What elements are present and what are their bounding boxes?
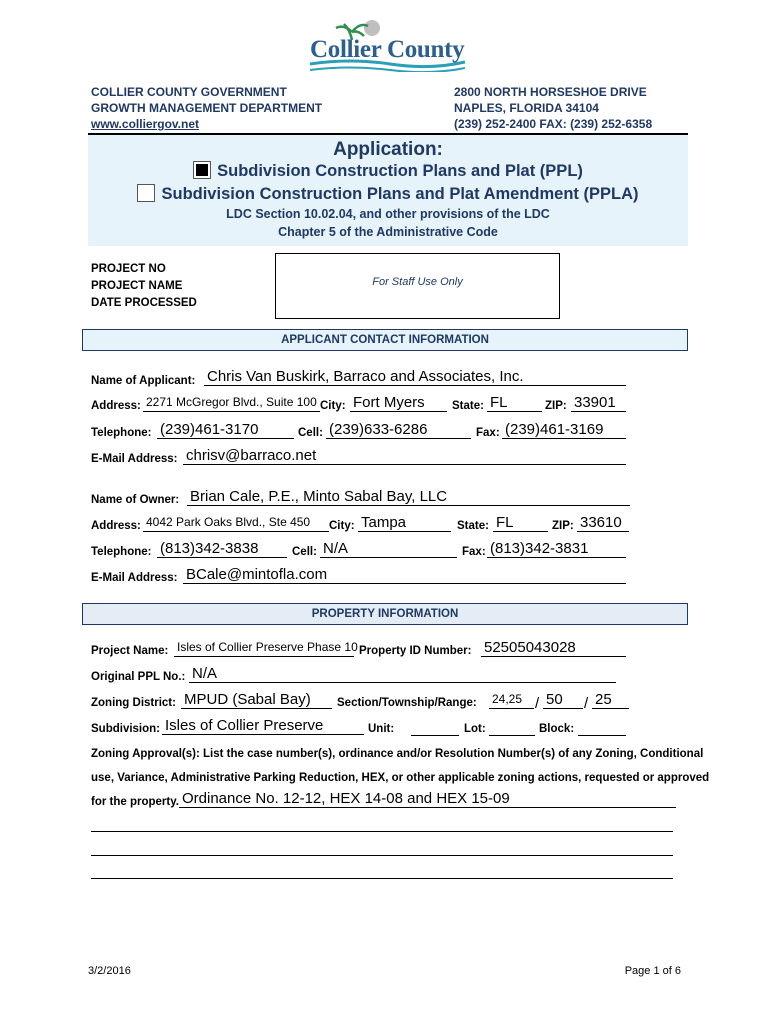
township-field[interactable]: 50 xyxy=(543,691,583,709)
applicant-fax-label: Fax: xyxy=(476,427,500,439)
original-ppl-field[interactable]: N/A xyxy=(189,665,616,683)
logo-text: Collier County xyxy=(310,36,465,63)
applicant-city-field[interactable]: Fort Myers xyxy=(350,394,447,412)
zoning-approvals-line-3[interactable] xyxy=(91,854,673,856)
applicant-fax-field[interactable]: (239)461-3169 xyxy=(502,421,626,439)
property-id-field[interactable]: 52505043028 xyxy=(481,639,626,657)
owner-zip-label: ZIP: xyxy=(552,520,574,532)
option-ppl[interactable] xyxy=(88,161,688,181)
phone-fax: (239) 252-2400 FAX: (239) 252-6358 xyxy=(454,117,653,131)
block-label: Block: xyxy=(539,723,575,735)
applicant-name-label: Name of Applicant: xyxy=(91,375,196,387)
applicant-name-field[interactable]: Chris Van Buskirk, Barraco and Associates, Inc. xyxy=(204,368,626,386)
zoning-approvals-line-4[interactable] xyxy=(91,877,673,879)
subdivision-label: Subdivision: xyxy=(91,723,160,735)
header-left xyxy=(91,84,322,132)
applicant-state-label: State: xyxy=(452,400,484,412)
staff-use-text: For Staff Use Only xyxy=(372,276,463,288)
zoning-district-label: Zoning District: xyxy=(91,697,176,709)
owner-phone-label: Telephone: xyxy=(91,546,152,558)
applicant-phone-label: Telephone: xyxy=(91,427,152,439)
block-field[interactable] xyxy=(578,734,626,736)
ppl-checkbox[interactable] xyxy=(193,161,211,179)
range-field[interactable]: 25 xyxy=(592,691,629,709)
collier-county-logo xyxy=(300,18,470,72)
zoning-approval-text-2: use, Variance, Administrative Parking Reduction, HEX, or other applicable zoning actions, requested or approved xyxy=(91,772,710,784)
owner-email-label: E-Mail Address: xyxy=(91,572,178,584)
section-field[interactable]: 24,25 xyxy=(489,691,534,709)
project-name-label: Project Name: xyxy=(91,645,169,657)
owner-zip-field[interactable]: 33610 xyxy=(577,514,629,532)
zoning-approval-text-3: for the property. xyxy=(91,796,179,808)
ppla-checkbox[interactable] xyxy=(137,184,155,202)
str-separator-1: / xyxy=(535,695,540,712)
owner-address-label: Address: xyxy=(91,520,141,532)
owner-cell-label: Cell: xyxy=(292,546,317,558)
date-processed-label: DATE PROCESSED xyxy=(91,297,197,309)
str-separator-2: / xyxy=(584,695,589,712)
owner-state-field[interactable]: FL xyxy=(493,514,548,532)
zoning-district-field[interactable]: MPUD (Sabal Bay) xyxy=(181,691,332,709)
dept-name: GROWTH MANAGEMENT DEPARTMENT xyxy=(91,101,323,115)
header-right xyxy=(454,84,652,132)
applicant-email-label: E-Mail Address: xyxy=(91,453,178,465)
project-name-label: PROJECT NAME xyxy=(91,280,183,292)
project-name-field[interactable]: Isles of Collier Preserve Phase 10 xyxy=(174,639,354,657)
footer-page: Page 1 of 6 xyxy=(624,965,681,977)
original-ppl-label: Original PPL No.: xyxy=(91,671,186,683)
applicant-section-header: APPLICANT CONTACT INFORMATION xyxy=(82,329,688,351)
zoning-approvals-line-2[interactable] xyxy=(91,830,673,832)
applicant-zip-label: ZIP: xyxy=(545,400,567,412)
applicant-address-field[interactable]: 2271 McGregor Blvd., Suite 100 xyxy=(143,394,320,412)
option-ppla-label: Subdivision Construction Plans and Plat Amendment (PPLA) xyxy=(161,185,639,203)
owner-name-field[interactable]: Brian Cale, P.E., Minto Sabal Bay, LLC xyxy=(187,488,630,506)
applicant-cell-label: Cell: xyxy=(298,427,323,439)
org-name: COLLIER COUNTY GOVERNMENT xyxy=(91,85,287,99)
city-address: NAPLES, FLORIDA 34104 xyxy=(454,101,599,115)
application-heading: Application: xyxy=(333,139,443,160)
subdivision-field[interactable]: Isles of Collier Preserve xyxy=(162,717,364,735)
applicant-address-label: Address: xyxy=(91,400,141,412)
property-id-label: Property ID Number: xyxy=(359,645,472,657)
application-title-box xyxy=(88,135,688,246)
footer-date: 3/2/2016 xyxy=(88,965,131,977)
property-section-header: PROPERTY INFORMATION xyxy=(82,603,688,625)
website-link[interactable]: www.colliergov.net xyxy=(91,117,200,131)
owner-fax-label: Fax: xyxy=(462,546,486,558)
project-no-label: PROJECT NO xyxy=(91,263,166,275)
staff-use-box xyxy=(275,253,560,319)
unit-label: Unit: xyxy=(368,723,395,735)
applicant-state-field[interactable]: FL xyxy=(487,394,542,412)
applicant-phone-field[interactable]: (239)461-3170 xyxy=(157,421,294,439)
option-ppl-label: Subdivision Construction Plans and Plat (PPL) xyxy=(217,162,583,180)
str-label: Section/Township/Range: xyxy=(337,697,477,709)
lot-label: Lot: xyxy=(464,723,486,735)
zoning-approvals-field[interactable]: Ordinance No. 12-12, HEX 14-08 and HEX 15-09 xyxy=(179,790,676,808)
option-ppla[interactable] xyxy=(88,184,688,204)
owner-state-label: State: xyxy=(457,520,489,532)
applicant-city-label: City: xyxy=(320,400,346,412)
ldc-section: LDC Section 10.02.04, and other provisions of the LDC xyxy=(226,207,550,221)
applicant-email-field[interactable]: chrisv@barraco.net xyxy=(183,447,626,465)
owner-cell-field[interactable]: N/A xyxy=(320,540,457,558)
lot-field[interactable] xyxy=(489,734,535,736)
zoning-approval-text-1: Zoning Approval(s): List the case number(s), ordinance and/or Resolution Number(s) of any Zoning, Conditional xyxy=(91,748,704,760)
owner-fax-field[interactable]: (813)342-3831 xyxy=(487,540,626,558)
street-address: 2800 NORTH HORSESHOE DRIVE xyxy=(454,85,647,99)
owner-phone-field[interactable]: (813)342-3838 xyxy=(157,540,287,558)
project-labels xyxy=(91,261,197,312)
owner-city-label: City: xyxy=(329,520,355,532)
admin-code: Chapter 5 of the Administrative Code xyxy=(278,225,498,239)
owner-city-field[interactable]: Tampa xyxy=(358,514,451,532)
applicant-zip-field[interactable]: 33901 xyxy=(571,394,626,412)
applicant-cell-field[interactable]: (239)633-6286 xyxy=(326,421,471,439)
owner-name-label: Name of Owner: xyxy=(91,494,180,506)
unit-field[interactable] xyxy=(411,734,459,736)
owner-address-field[interactable]: 4042 Park Oaks Blvd., Ste 450 xyxy=(143,514,329,532)
owner-email-field[interactable]: BCale@mintofla.com xyxy=(183,566,626,584)
